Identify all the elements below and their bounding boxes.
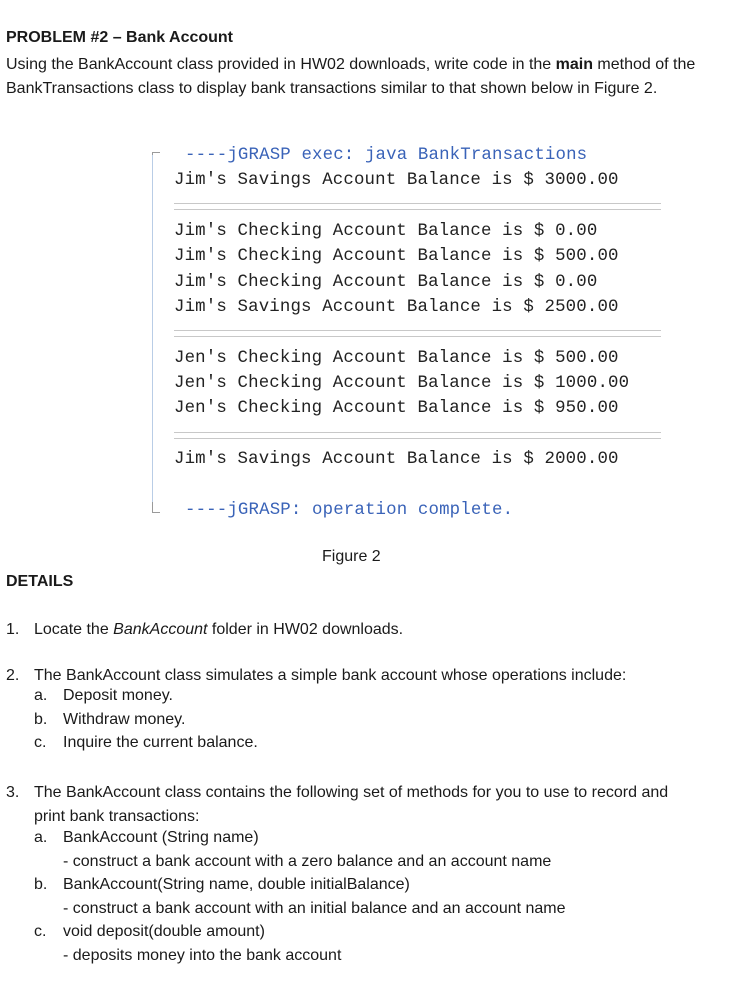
console-line-7: Jen's Checking Account Balance is $ 1000.00 xyxy=(174,374,630,393)
item-3-sub-b-note: - construct a bank account with an initial balance and an account name xyxy=(63,900,566,917)
item-1-text xyxy=(34,618,734,642)
console-bracket-line xyxy=(152,155,153,513)
problem-title: PROBLEM #2 – Bank Account xyxy=(6,29,234,46)
item-2-text: The BankAccount class simulates a simple bank account whose operations include: xyxy=(34,667,627,684)
console-line-9: Jim's Savings Account Balance is $ 2000.00 xyxy=(174,450,619,469)
item-1-italic-folder: BankAccount xyxy=(113,621,208,638)
item-2-sub-a-text: Deposit money. xyxy=(63,687,173,704)
item-2-sub-c-text: Inquire the current balance. xyxy=(63,734,258,751)
item-3-text: The BankAccount class contains the following set of methods for you to use to record and print bank transactions: xyxy=(34,784,669,825)
details-item-3 xyxy=(6,781,736,829)
item-3-sub-c-text: void deposit(double amount) xyxy=(63,923,265,940)
details-heading: DETAILS xyxy=(6,573,74,590)
console-line-5: Jim's Savings Account Balance is $ 2500.00 xyxy=(174,298,619,317)
intro-text-end: method of the BankTransactions class to display bank transactions similar to that shown below in Figure 2. xyxy=(6,56,696,97)
item-2-sub-c-letter: c. xyxy=(34,734,47,751)
item-1-number: 1. xyxy=(6,621,20,638)
console-bracket-bottom xyxy=(152,502,160,513)
console-separator-1 xyxy=(174,203,661,210)
console-complete-line: ----jGRASP: operation complete. xyxy=(185,501,514,520)
console-bracket-top xyxy=(152,152,160,156)
console-line-8: Jen's Checking Account Balance is $ 950.00 xyxy=(174,399,619,418)
console-separator-2 xyxy=(174,330,661,337)
item-3-sub-c-note: - deposits money into the bank account xyxy=(63,947,342,964)
item-2-sub-b-text: Withdraw money. xyxy=(63,711,186,728)
console-line-1: Jim's Savings Account Balance is $ 3000.00 xyxy=(174,171,619,190)
item-3-sub-b-text: BankAccount(String name, double initialBalance) xyxy=(63,876,410,893)
console-line-2: Jim's Checking Account Balance is $ 0.00 xyxy=(174,222,598,241)
item-1-text-end: folder in HW02 downloads. xyxy=(207,621,404,638)
item-3-sub-a-letter: a. xyxy=(34,829,48,846)
item-2-number: 2. xyxy=(6,667,20,684)
item-3-number: 3. xyxy=(6,784,20,801)
intro-bold-main: main xyxy=(555,56,593,73)
item-1-text-start: Locate the xyxy=(34,621,114,638)
console-separator-3 xyxy=(174,432,661,439)
item-3-sub-c-letter: c. xyxy=(34,923,47,940)
problem-intro xyxy=(6,53,726,100)
console-line-4: Jim's Checking Account Balance is $ 0.00 xyxy=(174,273,598,292)
details-item-2 xyxy=(6,664,736,688)
intro-text-start: Using the BankAccount class provided in HW02 downloads, write code in the xyxy=(6,56,556,73)
console-output-figure xyxy=(152,144,692,524)
item-2-sub-a-letter: a. xyxy=(34,687,48,704)
details-item-1 xyxy=(6,618,736,642)
console-line-3: Jim's Checking Account Balance is $ 500.00 xyxy=(174,247,619,266)
item-3-sub-b-letter: b. xyxy=(34,876,48,893)
item-3-sub-a-text: BankAccount (String name) xyxy=(63,829,259,846)
console-exec-line: ----jGRASP exec: java BankTransactions xyxy=(185,146,588,165)
item-3-sub-a-note: - construct a bank account with a zero balance and an account name xyxy=(63,853,552,870)
item-2-sub-b-letter: b. xyxy=(34,711,48,728)
console-line-6: Jen's Checking Account Balance is $ 500.00 xyxy=(174,349,619,368)
figure-caption: Figure 2 xyxy=(322,548,381,565)
